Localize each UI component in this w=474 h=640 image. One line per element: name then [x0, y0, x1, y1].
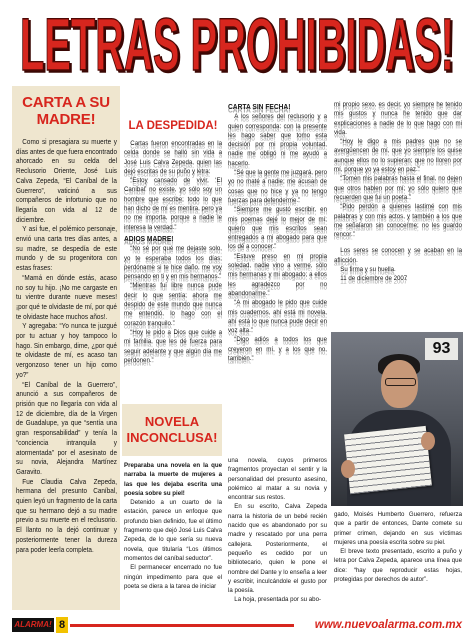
paragraph: “A mi abogado le pido que cuide mis cuadernos, ahí está mi novela, ahí está lo que nunca pude decir en voz alta.”	[228, 299, 327, 335]
paragraph: gado, Moisés Humberto Guerrero, refuerza que a partir de entonces, Dante comete su primer crimen, dejando en sus víctimas mujeres una poesía escrita sobre su piel.	[334, 511, 462, 546]
paragraph: Como si presagiara su muerte y días antes de que fuera encontrado ahorcado en su celda del Reclusorio Oriente, José Luis Calva Zepeda, “El Caníbal de la Guerrero”, vaticinó a sus compañeros de infortunio que no llegaría con vida al 12 de diciembre.	[16, 138, 117, 224]
paragraph: Cartas fueron encontradas en la celda donde se halló sin vida a José Luis Calva Zepeda, quien las dejó escritas de su puño y letra:	[124, 140, 222, 175]
novel-heading: NOVELA INCONCLUSA!	[126, 414, 218, 445]
farewell-heading: LA DESPEDIDA!	[128, 120, 218, 132]
letter-ending-flow	[334, 100, 462, 284]
paragraph: “Estoy cansado de vivir, ‘El Caníbal’ no existe, yo sólo soy un hombre que escribe; todo lo que han dicho de mí es mentira, pero ya no me importa, porque a nadie le interesa la verdad.”	[124, 177, 222, 231]
paragraph: Detenido a un cuarto de la estación, parece un enfoque que profundo bien definido, fue el último fragmento que dejó José Luis Calva Zepeda, de lo que sería su nueva novela, que titularía “Los últimos momentos del caníbal seductor”.	[124, 499, 222, 562]
left-article-flow	[16, 138, 117, 555]
glasses-icon	[385, 378, 416, 386]
left-article	[12, 86, 120, 610]
paragraph: una novela, cuyos primeros fragmentos proyectan el sentir y la personalidad del presunto asesino, polémico al matar a su novia y encontrar sus restos.	[228, 457, 327, 502]
novel-column-1-flow	[124, 461, 222, 591]
wall-sign: 93	[425, 338, 458, 360]
letter-closing: Los seres se conocen y se acaban en la aflicción.	[334, 247, 462, 264]
paragraph: A los señores del reclusorio y a quien corresponda: con la presente les hago saber que tomo esta decisión por mi propia voluntad, nadie me obligó ni me ayudó a hacerlo.	[228, 113, 327, 167]
paragraph: “Siempre me gustó escribir, en mis poemas dejé lo mejor de mí; quiero que mis escritos sean entregados a mi abogado para que los dé a conocer.”	[228, 206, 327, 251]
left-hand	[341, 460, 355, 478]
page-title	[0, 0, 474, 80]
letter-ending-body	[334, 100, 462, 326]
photo-man-holding-letter	[331, 332, 463, 506]
paragraph: “Estuve preso en mi propia soledad, nadie vino a verme, sólo mis hermanas y mi abogado; a ellos les agradezco por no abandonarme.”	[228, 252, 327, 297]
paragraph: “El Caníbal de la Guerrero”, anunció a sus compañeros de prisión que no llegaría con vida al 12 de diciembre, día de la Virgen de Guadalupe, ya que “sentía una gran responsabilidad” y tenía la “conciencia intranquila y atormentada” por el asesinato de su novia, Alejandra Martínez Garavito.	[16, 380, 117, 476]
paragraph: Y así fue, el polémico personaje, envió una carta tres días antes, a su madre, se despedía de este mundo y de su progenitora con estas frases:	[16, 225, 117, 273]
left-article-heading: CARTA A SU MADRE!	[22, 94, 110, 128]
paragraph: En su escrito, Calva Zepeda narra la historia de un bebé recién nacido que es abandonado por su madre y rescatado por una perra callejera. Posteriormente, el pequeño es cedido por un bibliotecario, quien le pone el nombre del Dante y lo enseña a leer y escribir, inculcándole el gusto por la poesía.	[228, 503, 327, 595]
farewell-letter-body	[124, 139, 222, 400]
paragraph: “Digo adiós a todos los que creyeron en mí, y a los que no, también.”	[228, 336, 327, 363]
held-paper	[344, 426, 432, 494]
paragraph: “Pido perdón a quienes lastimé con mis palabras y con mis actos, y también a los que me señalaron sin conocerme; no les guardo rencor.”	[334, 203, 462, 239]
paragraph: “Hoy le pido a Dios que cuide a mi familia, que les dé fuerza para seguir adelante y que algún día me perdonen.”	[124, 328, 222, 364]
novel-column-2-flow	[228, 456, 327, 605]
paragraph: “No sé por qué me dejaste solo, yo te esperaba todos los días; perdóname si te hice daño, me voy pensando en ti y en mis hermanos.”	[124, 245, 222, 281]
novel-column-1	[124, 461, 222, 607]
magazine-logo: ALARMA!	[12, 618, 54, 632]
novel-column-2	[228, 456, 327, 607]
undated-letter-heading: CARTA SIN FECHA!	[228, 102, 291, 111]
novel-column-3-flow	[334, 510, 462, 584]
farewell-subheading: ADIOS MADRE!	[124, 233, 174, 243]
right-hand	[421, 432, 435, 450]
paragraph: La hoja, presentada por su abo-	[234, 596, 322, 604]
page-number: 8	[56, 617, 68, 633]
paragraph: El breve texto presentado, escrito a puño y letra por Calva Zepeda, aparece una línea que dice: “hay que reproducir estas hojas, protegidas por derechos de autor”.	[334, 548, 462, 584]
paragraph: “Hoy le digo a mis padres que no se avergüencen de mí, que yo siempre los quise aunque ellos no lo supieran; que no lloren por mí, porque yo ya estoy en paz.”	[334, 138, 462, 174]
letter-signature: Su firma y su huella.	[340, 266, 396, 274]
undated-letter-body	[228, 100, 327, 400]
paragraph: mi propio sexo, es decir, yo siempre he tenido mis gustos y nunca he tenido que dar explicaciones a nadie de lo que hago con mi vida.	[334, 101, 462, 136]
page-title-text: LETRAS PROHIBIDAS!	[20, 3, 455, 80]
footer-divider	[70, 624, 294, 627]
paragraph: “Mientras fui libre nunca pude decir lo que sentía; ahora me despido de este mundo que nunca me entendió, lo hago con el corazón tranquilo.”	[124, 282, 222, 327]
left-article-body	[16, 138, 117, 604]
undated-letter-flow	[228, 102, 327, 363]
paragraph: “Tomen mis palabras hasta el final, no dejen que otros hablen por mí; yo sólo quiero que recuerden que fui un poeta.”	[334, 175, 462, 201]
paragraph: Y agregaba: “Yo nunca te juzgué por tu actuar y hoy tampoco lo hago. Sin embargo, dime, ¿por qué te olvidaste de mí, es acaso tan vergonzoso tener un hijo como yo?”	[16, 322, 117, 379]
paragraph: El permanecer encerrado no fue ningún impedimento para que el poeta se diera a la tarea de iniciar	[124, 564, 222, 590]
letter-date: 11 de diciembre de 2007	[340, 275, 408, 283]
novel-heading-box	[122, 404, 222, 456]
farewell-letter-flow	[124, 139, 222, 365]
footer-url: www.nuevoalarma.com.mx	[314, 619, 462, 631]
paragraph: Fue Claudia Calva Zepeda, hermana del presunto Caníbal, quien leyó un fragmento de la carta que su hermano dejó a su madre previo a su muerte en el reclusorio. El llanto no la dejó continuar y posteriormente tener la dureza para poder leerla completa.	[16, 477, 117, 554]
paragraph: “Sé que la gente me juzgará, pero yo no maté a nadie; me acusan de cosas que no hice y ya no tengo fuerzas para defenderme.”	[228, 169, 327, 204]
novel-column-3	[334, 510, 462, 607]
paragraph: “Mamá en dónde estás, acaso no soy tu hijo. ¡No me cargaste en tu vientre durante nueve meses! ¡por qué te olvidaste de mí, por qué te olvidaste hace muchos años!.	[16, 273, 117, 321]
novel-lead: Preparaba una novela en la que narraba la muerte de mujeres a las que les dejaba escrita una poesía sobre su piel!	[124, 462, 222, 497]
